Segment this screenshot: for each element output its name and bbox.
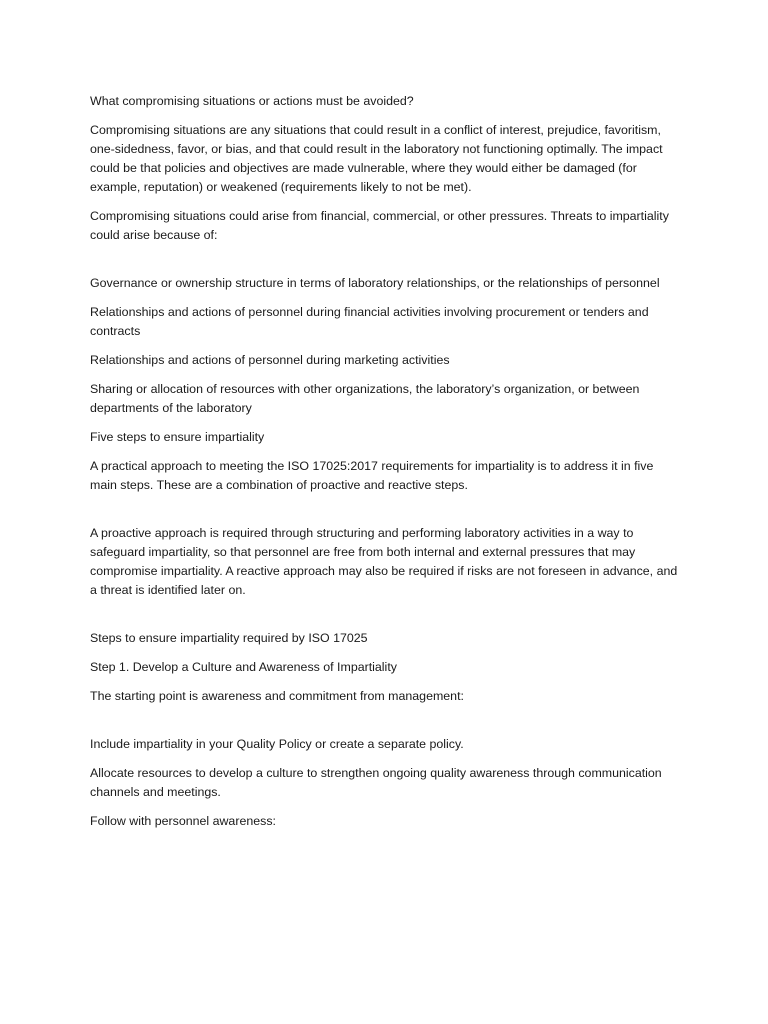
step-heading: Step 1. Develop a Culture and Awareness of Impartiality [90, 660, 397, 674]
list-item: Allocate resources to develop a culture to strengthen ongoing quality awareness through communication channels and meetings. [90, 766, 662, 799]
list-item: Relationships and actions of personnel during marketing activities [90, 353, 450, 367]
paragraph: Compromising situations are any situations that could result in a conflict of interest, prejudice, favoritism, one-sidedness, favor, or bias, and that could result in the laboratory not functioning optimally. The impact could be that policies and objectives are made vulnerable, where they would either be damaged (for example, reputation) or weakened (requirements likely to not be met). [90, 123, 663, 194]
list-item: Relationships and actions of personnel during financial activities involving procurement or tenders and contracts [90, 305, 649, 338]
paragraph: A proactive approach is required through structuring and performing laboratory activities in a way to safeguard impartiality, so that personnel are free from both internal and external pressures that may compromise impartiality. A reactive approach may also be required if risks are not foreseen in advance, and a threat is identified later on. [90, 526, 678, 597]
list-item: Include impartiality in your Quality Policy or create a separate policy. [90, 737, 464, 751]
paragraph: Follow with personnel awareness: [90, 814, 276, 828]
section-heading: Five steps to ensure impartiality [90, 430, 265, 444]
blank-line [90, 505, 680, 524]
question-heading: What compromising situations or actions must be avoided? [90, 94, 414, 108]
list-item: Governance or ownership structure in terms of laboratory relationships, or the relationships of personnel [90, 276, 660, 290]
list-item: Sharing or allocation of resources with other organizations, the laboratory’s organization, or between departments of the laboratory [90, 382, 640, 415]
section-heading: Steps to ensure impartiality required by ISO 17025 [90, 631, 368, 645]
paragraph: Compromising situations could arise from financial, commercial, or other pressures. Threats to impartiality could arise because of: [90, 209, 669, 242]
paragraph: The starting point is awareness and commitment from management: [90, 689, 464, 703]
blank-line [90, 255, 680, 274]
document-body [90, 92, 680, 841]
blank-line [90, 610, 680, 629]
paragraph: A practical approach to meeting the ISO 17025:2017 requirements for impartiality is to address it in five main steps. These are a combination of proactive and reactive steps. [90, 459, 654, 492]
blank-line [90, 716, 680, 735]
